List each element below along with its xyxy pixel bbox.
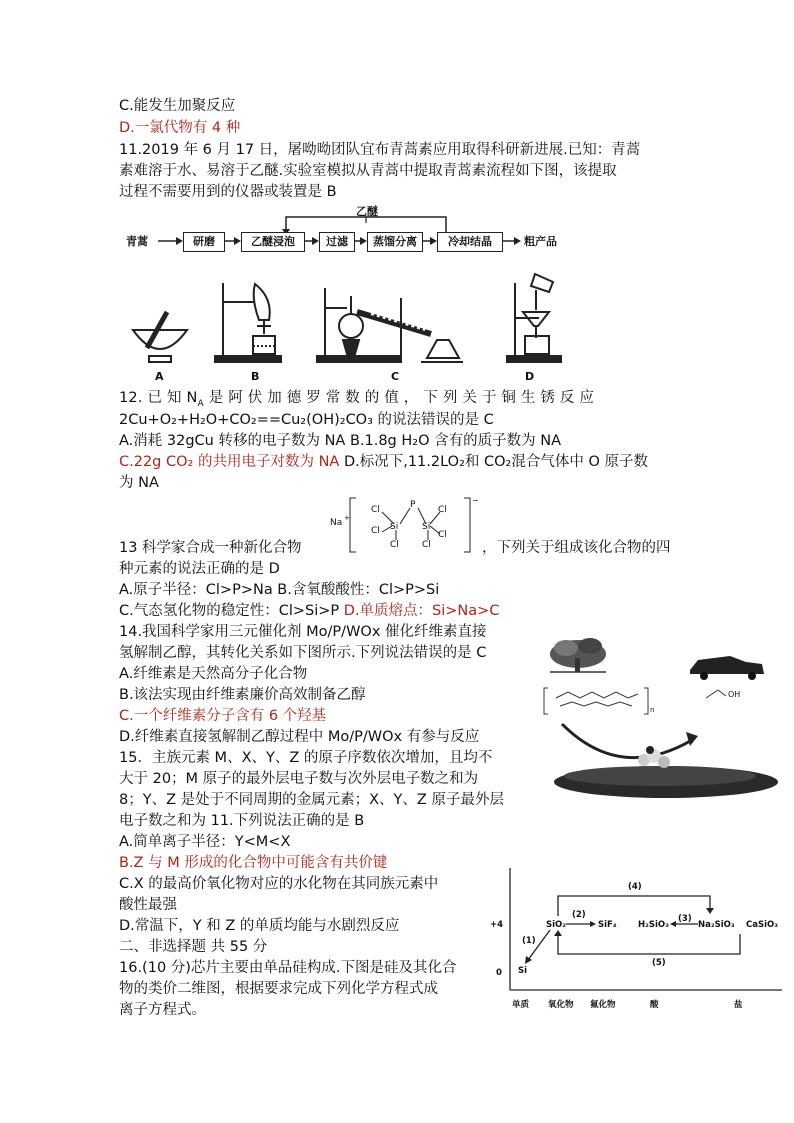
q14-line1: 14.我国科学家用三元催化剂 Mo/P/WOx 催化纤维素直接 — [119, 624, 487, 640]
species-h2sio3: H₂SiO₃ — [638, 920, 669, 930]
q13-line1-left: 13 科学家合成一种新化合物 — [119, 540, 302, 556]
compound-structure — [330, 496, 480, 554]
ytick-plus4: +4 — [490, 920, 504, 930]
compound-cl-3: Cl — [371, 526, 380, 536]
catalyst-surface — [554, 746, 778, 798]
apparatus-label-c: C — [391, 370, 400, 383]
q12-line2: 2Cu+O₂+H₂O+CO₂==Cu₂(OH)₂CO₃ 的说法错误的是 C — [119, 412, 494, 428]
species-si: Si — [518, 966, 528, 976]
arrow-label-3: (3) — [678, 914, 692, 924]
compound-cation-charge: + — [344, 514, 350, 522]
tree-icon — [550, 638, 606, 672]
compound-cation: Na — [330, 518, 343, 528]
compound-cl-6: Cl — [422, 540, 431, 550]
xcat-oxide: 氧化物 — [548, 1000, 574, 1010]
q11-line1: 11.2019 年 6 月 17 日，屠呦呦团队宜布青蒿素应用取得科研新进展.已知：青蒿 — [119, 142, 641, 158]
flow-step-distill: 蒸馏分离 — [367, 232, 423, 252]
q13-line1-right: ，下列关于组成该化合物的四 — [482, 540, 671, 556]
section-two-heading: 二、非选择题 共 55 分 — [119, 939, 268, 955]
q15-option-a: A.简单离子半径：Y<M<X — [119, 834, 291, 850]
flow-step-grind: 研磨 — [183, 232, 225, 252]
q13-line4: C.气态氢化物的稳定性：Cl>Si>P D.单质熔点：Si>Na>C — [119, 603, 500, 619]
arrow-label-4: (4) — [628, 882, 642, 892]
extraction-flow-diagram — [120, 205, 560, 265]
q16-line2: 物的类价二维图，根据要求完成下列化学方程式成 — [119, 981, 438, 997]
compound-cl-5: Cl — [390, 540, 399, 550]
q13-line3: A.原子半径：Cl>P>Na B.含氧酸酸性：Cl>P>Si — [119, 582, 440, 598]
compound-p: P — [410, 500, 416, 510]
q14-option-d: D.纤维素直接氢解制乙醇过程中 Mo/P/WOx 有参与反应 — [119, 729, 480, 745]
xcat-salt: 盐 — [734, 1000, 743, 1010]
q11-line2: 素难溶于水、易溶于乙醚.实验室模拟从青蒿中提取青蒿素流程如下图，该提取 — [119, 163, 617, 179]
q15-line2: 大于 20；M 原子的最外层电子数与次外层电子数之和为 — [119, 771, 479, 787]
mortar-pestle-figure — [133, 312, 187, 362]
q11-line3: 过程不需要用到的仪器或装置是 B — [119, 184, 337, 200]
q12-line4: C.22g CO₂ 的共用电子对数为 NA D.标况下,11.2LO₂和 CO₂混合气体中 O 原子数 — [119, 454, 648, 470]
compound-cl-4: Cl — [438, 530, 447, 540]
q16-line3: 离子方程式。 — [119, 1002, 206, 1018]
apparatus-figures — [125, 268, 565, 388]
xcat-element: 单质 — [512, 1000, 530, 1010]
silicon-valence-diagram — [488, 864, 788, 1014]
apparatus-label-a: A — [155, 370, 164, 383]
compound-cl-2: Cl — [438, 505, 447, 515]
arrow-label-2: (2) — [572, 910, 586, 920]
arrow-label-5: (5) — [652, 958, 666, 968]
flow-start: 青蒿 — [126, 235, 148, 248]
cellulose-structure — [544, 688, 726, 714]
flow-end: 粗产品 — [524, 235, 557, 248]
species-na2sio3: Na₂SiO₃ — [698, 920, 735, 930]
q12-line5: 为 NA — [119, 475, 159, 491]
q14-option-a: A.纤维素是天然高分子化合物 — [119, 666, 308, 682]
q15-option-d: D.常温下，Y 和 Z 的单质均能与水剧烈反应 — [119, 918, 400, 934]
q13-line2: 种元素的说法正确的是 D — [119, 561, 280, 577]
xcat-acid: 酸 — [650, 1000, 659, 1010]
q14-option-b: B.该法实现由纤维素廉价高效制备乙醇 — [119, 687, 366, 703]
q15-line4: 电子数之和为 11.下列说法正确的是 B — [119, 813, 365, 829]
distillation-figure — [317, 288, 463, 362]
option-c-text: C.能发生加聚反应 — [119, 98, 236, 114]
compound-si-2: Si — [422, 522, 431, 532]
apparatus-label-b: B — [251, 370, 260, 383]
species-sif4: SiF₄ — [598, 920, 617, 930]
q15-option-c-cont: 酸性最强 — [119, 897, 177, 913]
q15-line3: 8；Y、Z 是处于不同周期的金属元素；X、Y、Z 原子最外层 — [119, 792, 504, 808]
compound-si-1: Si — [390, 522, 399, 532]
flow-step-crystallize: 冷却结晶 — [437, 232, 503, 252]
q14-line2: 氢解制乙醇，其转化关系如下图所示.下列说法错误的是 C — [119, 645, 487, 661]
car-icon — [690, 656, 764, 680]
flow-ether-label: 乙醚 — [356, 205, 378, 218]
q15-option-c: C.X 的最高价氧化物对应的水化物在其同族元素中 — [119, 876, 439, 892]
q14-option-c-answer: C.一个纤维素分子含有 6 个羟基 — [119, 708, 327, 724]
species-sio2: SiO₂ — [546, 920, 566, 930]
q15-line1: 15．主族元素 M、X、Y、Z 的原子序数依次增加，且均不 — [119, 750, 493, 766]
filtration-figure — [507, 274, 561, 362]
xcat-fluoride: 氟化物 — [590, 1000, 616, 1010]
species-casio3: CaSiO₃ — [746, 920, 778, 930]
q15-option-b-answer: B.Z 与 M 形成的化合物中可能含有共价键 — [119, 855, 388, 871]
q12-line1: 12. 已 知 $N_A$ 是 阿 伏 加 德 罗 常 数 的 值 ， 下 列 关 于 铜 生 锈 反 应 — [119, 390, 595, 409]
compound-anion-charge: − — [472, 496, 479, 505]
option-d-answer: D.一氯代物有 4 种 — [119, 120, 241, 136]
flow-step-filter: 过滤 — [319, 232, 355, 252]
q12-line3: A.消耗 32gCu 转移的电子数为 NA B.1.8g H₂O 含有的质子数为 NA — [119, 433, 561, 449]
cellulose-conversion-figure — [540, 632, 780, 802]
q16-line1: 16.(10 分)芯片主要由单品硅构成.下图是硅及其化合 — [119, 960, 457, 976]
ethanol-oh: OH — [728, 690, 741, 699]
arrow-label-1: (1) — [522, 936, 536, 946]
ytick-zero: 0 — [496, 968, 502, 978]
apparatus-label-d: D — [525, 370, 535, 383]
compound-cl-1: Cl — [371, 505, 380, 515]
separatory-funnel-figure — [215, 283, 281, 362]
flow-step-soak: 乙醚浸泡 — [241, 232, 305, 252]
cellulose-subscript: n — [650, 706, 655, 714]
